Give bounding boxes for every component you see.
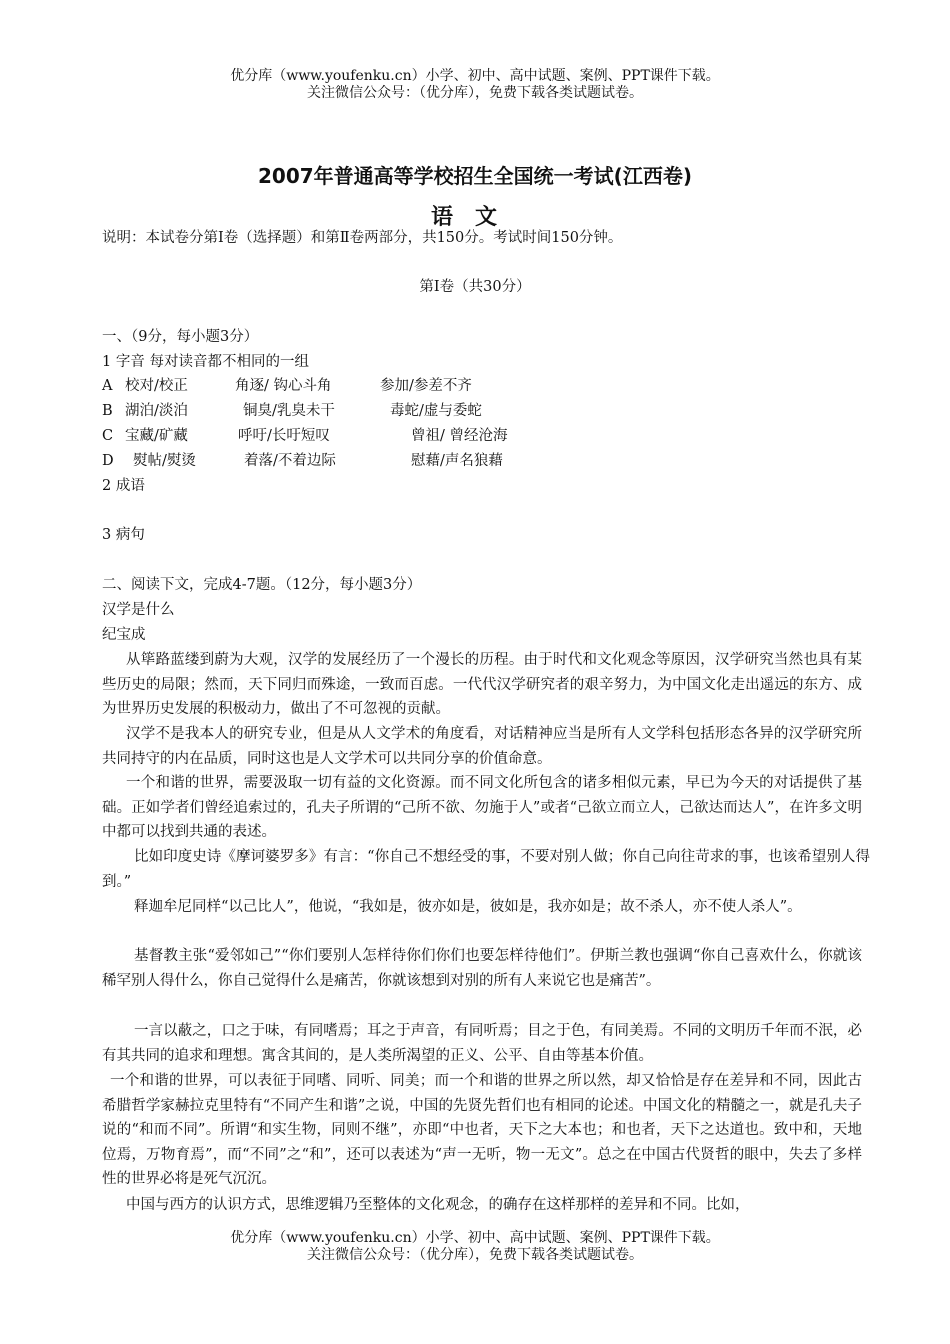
paragraph-9: 中国与西方的认识方式，思维逻辑乃至整体的文化观念，的确存在这样那样的差异和不同。比如， <box>126 1197 750 1213</box>
article-title: 汉学是什么 <box>102 602 175 618</box>
page-header <box>0 68 950 102</box>
part1-title: 第Ⅰ卷（共30分） <box>419 279 531 295</box>
exam-note: 说明：本试卷分第Ⅰ卷（选择题）和第Ⅱ卷两部分，共150分。考试时间150分钟。 <box>102 230 623 246</box>
header-line-1: 优分库（www.youfenku.cn）小学、初中、高中试题、案例、PPT课件下载。 <box>230 68 720 84</box>
question-3: 3 病句 <box>102 527 145 543</box>
footer-line-2: 关注微信公众号：（优分库），免费下载各类试题试卷。 <box>307 1247 643 1263</box>
paragraph-8: 一个和谐的世界，可以表征于同嗜、同听、同美；而一个和谐的世界之所以然，却又恰恰是存在差异和不同，因此古希腊哲学家赫拉克里特有“不同产生和谐”之说，中国的先贤先哲们也有相同的论述。中国文化的精髓之一，就是孔夫子说的“和而不同”。所谓“和实生物，同则不继”，亦即“中也者，天下之大本也；和也者，天下之达道也。致中和，天地位焉，万物育焉”，而“不同”之“和”，还可以表述为“声一无听，物一无文”。总之在中国古代贤哲的眼中，失去了多样性的世界必将是死气沉沉。 <box>102 1073 862 1187</box>
paragraph-3: 一个和谐的世界，需要汲取一切有益的文化资源。而不同文化所包含的诸多相似元素，早已为今天的对话提供了基础。正如学者们曾经追索过的，孔夫子所谓的“己所不欲、勿施于人”或者“己欲立而立人，己欲达而达人”，在许多文明中都可以找到共通的表述。 <box>102 775 862 840</box>
paragraph-2: 汉学不是我本人的研究专业，但是从人文学术的角度看，对话精神应当是所有人文学科包括形态各异的汉学研究所共同持守的内在品质，同时这也是人文学术可以共同分享的价值命意。 <box>102 726 862 767</box>
paragraph-4: 比如印度史诗《摩诃婆罗多》有言：“你自己不想经受的事，不要对别人做；你自己向往苛求的事，也该希望别人得到。” <box>102 849 870 890</box>
option-cell: 铜臭/乳臭未干 <box>243 403 335 419</box>
option-label: B <box>102 403 113 419</box>
option-cell: 着落/不着边际 <box>244 453 336 469</box>
subject-title: 语文 <box>430 205 519 230</box>
option-cell: 宝藏/矿藏 <box>125 428 188 444</box>
paragraph-7: 一言以蔽之，口之于味，有同嗜焉；耳之于声音，有同听焉；目之于色，有同美焉。不同的文明历千年而不泯，必有其共同的追求和理想。寓含其间的，是人类所渴望的正义、公平、自由等基本价值。 <box>102 1023 862 1064</box>
option-cell: 湖泊/淡泊 <box>125 403 188 419</box>
paragraph-5: 释迦牟尼同样“以己比人”，他说，“我如是，彼亦如是，彼如是，我亦如是；故不杀人，亦不使人杀人”。 <box>134 899 802 915</box>
paragraph-6: 基督教主张“爱邻如己”“你们要别人怎样待你们你们也要怎样待他们”。伊斯兰教也强调“你自己喜欢什么，你就该稀罕别人得什么，你自己觉得什么是痛苦，你就该想到对别的所有人来说它也是痛苦”。 <box>102 948 862 989</box>
section2-heading: 二、阅读下文，完成4-7题。（12分，每小题3分） <box>102 577 422 593</box>
option-cell: 校对/校正 <box>125 378 188 394</box>
page-footer <box>0 1230 950 1264</box>
question-2: 2 成语 <box>102 478 145 494</box>
option-label: A <box>102 378 113 394</box>
option-cell: 毒蛇/虚与委蛇 <box>390 403 482 419</box>
exam-title: 2007年普通高等学校招生全国统一考试(江西卷) <box>258 164 692 188</box>
question-1: 1 字音 每对读音都不相同的一组 <box>102 354 309 370</box>
option-cell: 曾祖/ 曾经沧海 <box>411 428 508 444</box>
option-label: D <box>102 453 114 469</box>
option-cell: 慰藉/声名狼藉 <box>411 453 503 469</box>
footer-line-1: 优分库（www.youfenku.cn）小学、初中、高中试题、案例、PPT课件下载。 <box>230 1230 720 1246</box>
option-label: C <box>102 428 114 444</box>
option-cell: 呼吁/长吁短叹 <box>238 428 330 444</box>
section1-heading: 一、（9分，每小题3分） <box>102 329 259 345</box>
paragraph-1: 从筚路蓝缕到蔚为大观，汉学的发展经历了一个漫长的历程。由于时代和文化观念等原因，汉学研究当然也具有某些历史的局限；然而，天下同归而殊途，一致而百虑。一代代汉学研究者的艰辛努力，为中国文化走出遥远的东方、成为世界历史发展的积极动力，做出了不可忽视的贡献。 <box>102 652 862 717</box>
option-cell: 角逐/ 钩心斗角 <box>235 378 332 394</box>
option-cell: 熨帖/熨烫 <box>133 453 196 469</box>
option-cell: 参加/参差不齐 <box>380 378 472 394</box>
header-line-2: 关注微信公众号：（优分库），免费下载各类试题试卷。 <box>307 85 643 101</box>
article-author: 纪宝成 <box>102 627 146 643</box>
